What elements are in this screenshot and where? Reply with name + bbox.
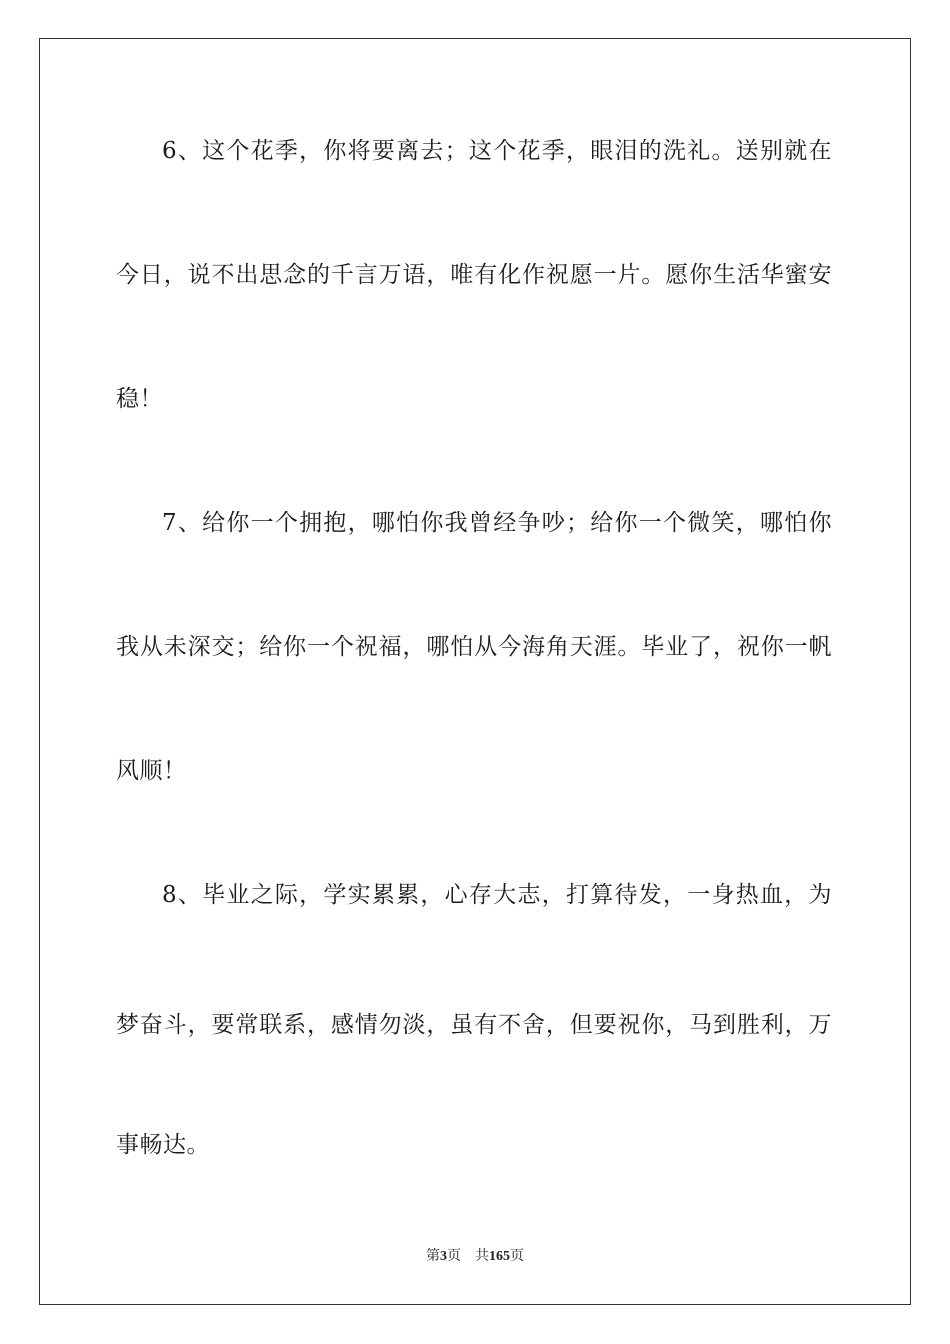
- page-number: 3: [440, 1249, 447, 1264]
- page-suffix: 页: [447, 1249, 461, 1264]
- paragraph-8-line-1: 8、毕业之际，学实累累，心存大志，打算待发，一身热血，为: [162, 882, 832, 908]
- page-prefix: 第: [426, 1249, 440, 1264]
- paragraph-8-line-2: 梦奋斗，要常联系，感情勿淡，虽有不舍，但要祝你，马到胜利，万: [116, 1012, 832, 1038]
- paragraph-6-line-2: 今日，说不出思念的千言万语，唯有化作祝愿一片。愿你生活华蜜安: [116, 262, 832, 288]
- paragraph-7-line-1: 7、给你一个拥抱，哪怕你我曾经争吵；给你一个微笑，哪怕你: [162, 510, 832, 536]
- total-pages: 165: [489, 1249, 510, 1264]
- total-prefix: 共: [475, 1249, 489, 1264]
- paragraph-7-line-3: 风顺！: [116, 758, 187, 784]
- page-border: [39, 38, 911, 1305]
- page-footer: [0, 1248, 950, 1266]
- paragraph-6-line-1: 6、这个花季，你将要离去；这个花季，眼泪的洗礼。送别就在: [162, 138, 832, 164]
- paragraph-6-line-3: 稳！: [116, 386, 163, 412]
- paragraph-7-line-2: 我从未深交；给你一个祝福，哪怕从今海角天涯。毕业了，祝你一帆: [116, 634, 832, 660]
- total-suffix: 页: [510, 1249, 524, 1264]
- paragraph-8-line-3: 事畅达。: [116, 1132, 210, 1158]
